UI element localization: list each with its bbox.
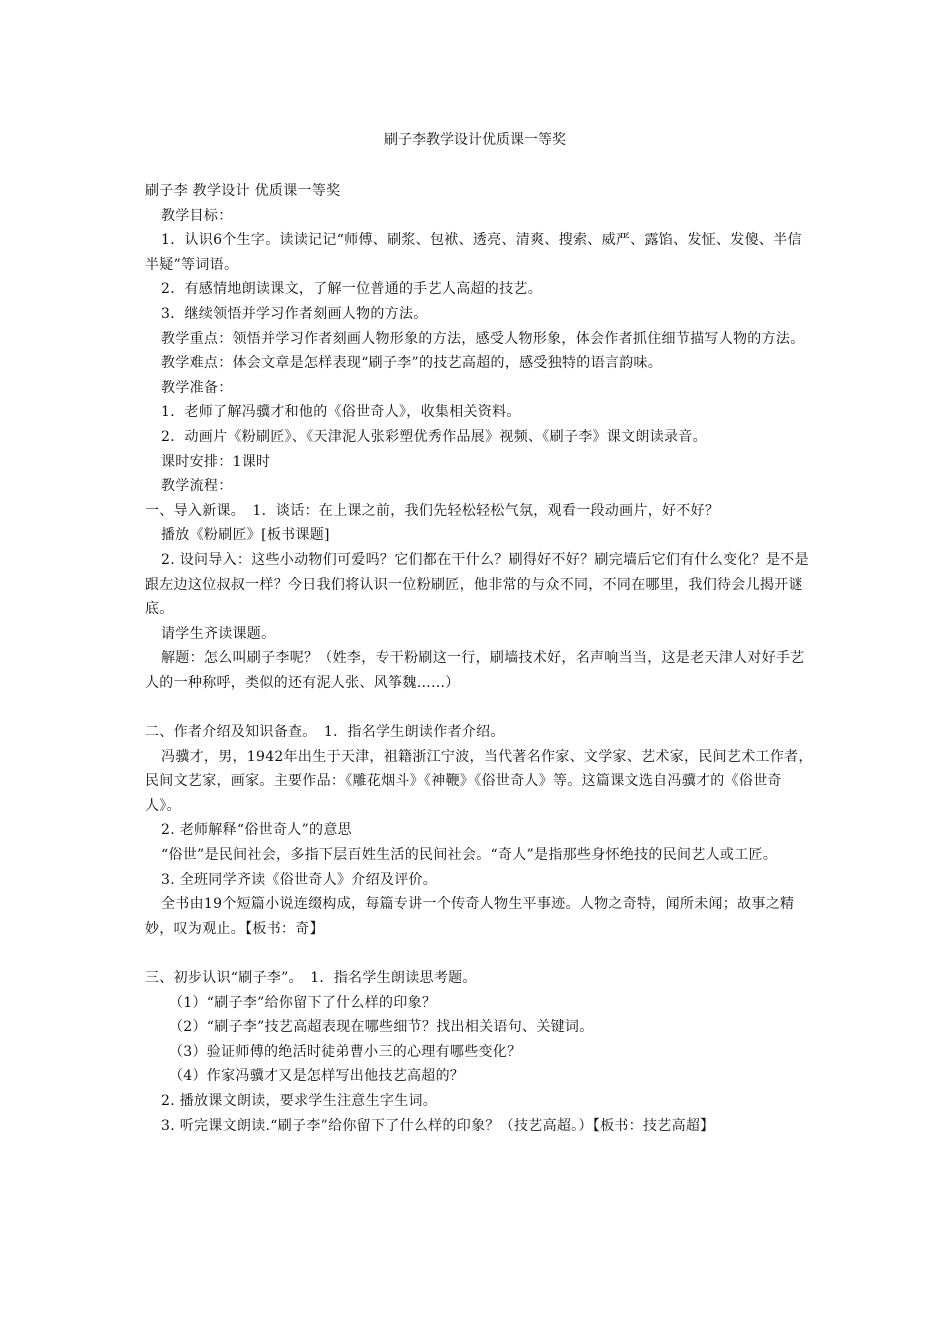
paragraph: 3. 全班同学齐读《俗世奇人》介绍及评价。	[161, 871, 438, 888]
paragraph: 3. 听完课文朗读.“刷子李”给你留下了什么样的印象？（技艺高超。）【板书：技艺高超】	[161, 1117, 715, 1134]
blank-line	[145, 695, 813, 720]
paragraph: 2．有感情地朗读课文，了解一位普通的手艺人高超的技艺。	[161, 281, 543, 298]
paragraph: 课时安排：1课时	[161, 453, 271, 470]
document-title: 刷子李教学设计优质课一等奖	[384, 132, 566, 148]
paragraph: 冯骥才，男，1942年出生于天津，祖籍浙江宁波，当代著名作家、文学家、艺术家，民间艺术工作者，民间文艺家，画家。主要作品：《雕花烟斗》《神鞭》《俗世奇人》等。这篇课文选自冯骥才的《俗世奇人》。	[145, 748, 813, 814]
paragraph: 教学流程：	[161, 478, 233, 495]
paragraph: 2．动画片《粉刷匠》、《天津泥人张彩塑优秀作品展》视频、《刷子李》课文朗读录音。	[161, 428, 707, 445]
paragraph: 2. 播放课文朗读，要求学生注意生字生词。	[161, 1092, 438, 1109]
paragraph: 一、导入新课。 1．谈话：在上课之前，我们先轻松轻松气氛，观看一段动画片，好不好？	[145, 502, 720, 519]
document-body	[145, 179, 813, 1138]
paragraph: 2. 设问导入：这些小动物们可爱吗？它们都在干什么？刷得好不好？刷完墙后它们有什么变化？是不是跟左边这位叔叔一样？今日我们将认识一位粉刷匠，他非常的与众不同，不同在哪里，我们待会儿揭开谜底。	[145, 551, 809, 618]
paragraph: 刷子李 教学设计 优质课一等奖	[145, 183, 341, 199]
blank-line	[145, 941, 813, 966]
paragraph: （1）“刷子李”给你留下了什么样的印象？	[169, 994, 437, 1011]
paragraph: 教学重点：领悟并学习作者刻画人物形象的方法，感受人物形象，体会作者抓住细节描写人物的方法。	[161, 330, 805, 347]
paragraph: 三、初步认识“刷子李”。 1．指名学生朗读思考题。	[145, 970, 477, 986]
paragraph: 教学难点：体会文章是怎样表现“刷子李”的技艺高超的，感受独特的语言韵味。	[161, 355, 663, 372]
paragraph: 解题：怎么叫刷子李呢？（姓李，专干粉刷这一行，刷墙技术好，名声响当当，这是老天津人对好手艺人的一种称呼，类似的还有泥人张、风筝魏……）	[145, 650, 805, 691]
paragraph: 请学生齐读课题。	[161, 625, 276, 642]
paragraph: 二、作者介绍及知识备查。 1．指名学生朗读作者介绍。	[145, 724, 505, 741]
paragraph: 1．认识6个生字。读读记记“师傅、刷浆、包袱、透亮、清爽、搜索、威严、露馅、发怔、发傻、半信半疑”等词语。	[145, 232, 802, 273]
paragraph: （2）“刷子李”技艺高超表现在哪些细节？找出相关语句、关键词。	[169, 1019, 594, 1036]
paragraph: （3）验证师傅的绝活时徒弟曹小三的心理有哪些变化？	[169, 1043, 522, 1060]
paragraph: 教学目标：	[161, 207, 233, 224]
paragraph: “俗世”是民间社会，多指下层百姓生活的民间社会。“奇人”是指那些身怀绝技的民间艺人或工匠。	[161, 847, 778, 864]
paragraph: 教学准备：	[161, 379, 233, 396]
paragraph: （4）作家冯骥才又是怎样写出他技艺高超的？	[169, 1068, 465, 1085]
paragraph: 2. 老师解释“俗世奇人”的意思	[161, 822, 352, 839]
paragraph: 全书由19个短篇小说连缀构成，每篇专讲一个传奇人物生平事迹。人物之奇特，闻所未闻；故事之精妙，叹为观止。【板书：奇】	[145, 896, 795, 937]
paragraph: 播放《粉刷匠》[板书课题]	[161, 527, 330, 544]
paragraph: 3．继续领悟并学习作者刻画人物的方法。	[161, 305, 428, 322]
paragraph: 1．老师了解冯骥才和他的《俗世奇人》，收集相关资料。	[161, 404, 521, 421]
